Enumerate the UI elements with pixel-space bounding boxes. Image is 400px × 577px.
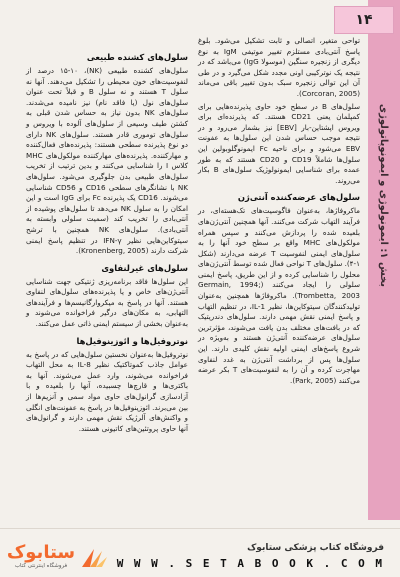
intro-paragraph: تواحی متغیر، اتصالی و ثابت تشکیل می‌شود. بلوغ پاسخ آنتی‌بادی مستلزم تغییر موتیفی IgM به نوع دیگری از زنجیره سنگین (موسولا IgG) می‌باشد که در نتیجه یک نوترکیبی اونی مجدد شکل می‌گیرد و در طی آن این توالی زنجیره سبک بدون تغییر باقی می‌ماند (Corcoran, 2005).: [198, 36, 360, 98]
right-column: [198, 36, 360, 388]
nk-paragraph: سلول‌های کشنده طبیعی (NK)، ۱۵-۱۰ درصد از لنفوسیت‌های خون محیطی را تشکیل می‌دهند. آنها نه سلول T هستند و نه سلول B و قبلاً تحت عنوان سلول‌های نول (یا فاقد نام) نیز نامیده می‌شدند. سلول‌های NK بدون نیاز به حساس شدن قبلی به کشتن طیف وسیعی از سلول‌های آلوده با ویروس و سلول‌های توموری قادر هستند. سلول‌های NK دارای دو نوع پذیرنده سطحی هستند: پذیرنده‌های فعال‌کننده و مهارکننده. پذیرنده‌های مهارکننده مولکول‌های MHC کلاس I را شناسایی می‌کنند و بدین ترتیب از تخریب سلول‌های طبیعی بدن جلوگیری می‌شود. سلول‌های NK با نشانگرهای سطحی CD16 و CD56 شناسایی می‌شوند. CD16 یک پذیرنده Fc برای IgG است و این امکان را به سلول NK می‌دهد تا سلول‌های پوشیده از آنتی‌بادی را تخریب کند (سمیت سلولی وابسته به آنتی‌بادی). سلول‌های NK همچنین با ترشح سیتوکاین‌هایی نظیر IFN-γ در تنظیم پاسخ ایمنی شرکت دارند (Kronenberg, 2005).: [26, 66, 189, 256]
neutro-heading: نوتروفیل‌ها و ائوزینوفیل‌ها: [76, 335, 188, 346]
footer-store-title: فروشگاه کتاب پزشکی ستابوک: [247, 543, 384, 553]
brand-mark: ستابوک: [6, 541, 76, 563]
footer: [0, 528, 400, 577]
neutro-paragraph: نوتروفیل‌ها به‌عنوان نخستین سلول‌هایی که در پاسخ به عوامل جاذب کموتاکتیک نظیر IL-8 به محل التهاب فراخوانده می‌شوند، وارد عمل می‌شوند. آنها به باکتری‌ها و قارچ‌ها چسبیده، آنها را بلعیده و با آزادسازی گرانول‌های حاوی مواد سمی و آنزیم‌ها از بین می‌برند. ائوزینوفیل‌ها در پاسخ به عفونت‌های انگلی و واکنش‌های آلرژیک نقش مهمی دارند و گرانول‌های آنها حاوی پروتئین‌های کاتیونی هستند.: [26, 349, 188, 433]
brand-subtitle: فروشگاه اینترنتی کتاب: [14, 563, 68, 569]
apc-heading: سلول‌های عرضه‌کننده آنتی‌ژن: [237, 192, 360, 203]
innate-paragraph: این سلول‌ها فاقد برنامه‌ریزی ژنتیکی جهت شناسایی آنتی‌ژن‌های خاص و یا پذیرنده‌های سلول‌های لنفاوی هستند. آنها در پاسخ به میکروارگانیسم‌ها و فرآیندهای التهابی، به مکان‌های درگیر فراخوانده می‌شوند و به‌عنوان بخشی از سیستم ایمنی ذاتی عمل می‌کنند.: [26, 276, 188, 329]
brand-logo[interactable]: [6, 535, 76, 569]
b-cell-paragraph: سلول‌های B در سطح خود حاوی پذیرنده‌هایی برای کمپلمان یعنی CD21 هستند. که پذیرنده‌ای برای ویروس اپشتاین-بار [EBV] نیز بشمار می‌رود و در نتیجه موجب حساس شدن این سلول‌ها به عفونت EBV می‌شود و برای ناحیه Fc ایمونوگلوبولین این سلول‌ها شاملاً CD19 و CD20 هستند که به طور عمده برای شناسایی ایمونولوژیک سلول‌های B بکار می‌روند.: [198, 101, 360, 185]
sunburst-icon: [80, 547, 108, 569]
innate-heading: سلول‌های غیرلنفاوی: [101, 262, 188, 273]
apc-paragraph: ماکروفاژها، به‌عنوان فاگوسیت‌های تک‌هسته‌ای، در فرآیند التهاب شرکت می‌کنند. آنها همچنین آنتی‌ژن‌های بلعیده شده را پردازش می‌کنند و سپس همراه مولکول‌های MHC واقع بر سطح خود آنها را به سلول‌های ایمنی لنفوسیت T عرضه می‌دارند (شکل ۱-۴). سلول‌های T نواحی فعال شده توسط آنتی‌ژن‌های محلول را شناسایی کرده و از این طریق، پاسخ ایمنی سلولی را ایجاد می‌کنند (Germain, 1994; Trombetta, 2003). ماکروفاژها همچنین به‌عنوان تولیدکنندگان سیتوکاین‌ها، نظیر IL-1، در تنظیم التهاب و پاسخ ایمنی نقش مهمی دارند. سلول‌های دندریتیک که در بافت‌های مختلف بدن یافت می‌شوند، مؤثرترین سلول‌های عرضه‌کننده آنتی‌ژن هستند و به‌ویژه در شروع پاسخ‌های ایمنی اولیه نقش کلیدی دارند. این سلول‌ها پس از برداشت آنتی‌ژن به غدد لنفاوی مهاجرت کرده و آن را به لنفوسیت‌های T بکر عرضه می‌کنند (Park, 2005).: [198, 206, 361, 385]
chapter-title-text: بخش ۱: ایمونولوژی و ایمونوپاتولوژی: [378, 103, 390, 287]
page-number: ۱۴: [334, 6, 394, 34]
nk-heading: سلول‌های کشنده طبیعی: [86, 52, 188, 62]
chapter-side-title: [373, 30, 395, 360]
left-column: [26, 46, 188, 436]
footer-url[interactable]: W W W . S E T A B O O K . C O M: [116, 557, 384, 570]
